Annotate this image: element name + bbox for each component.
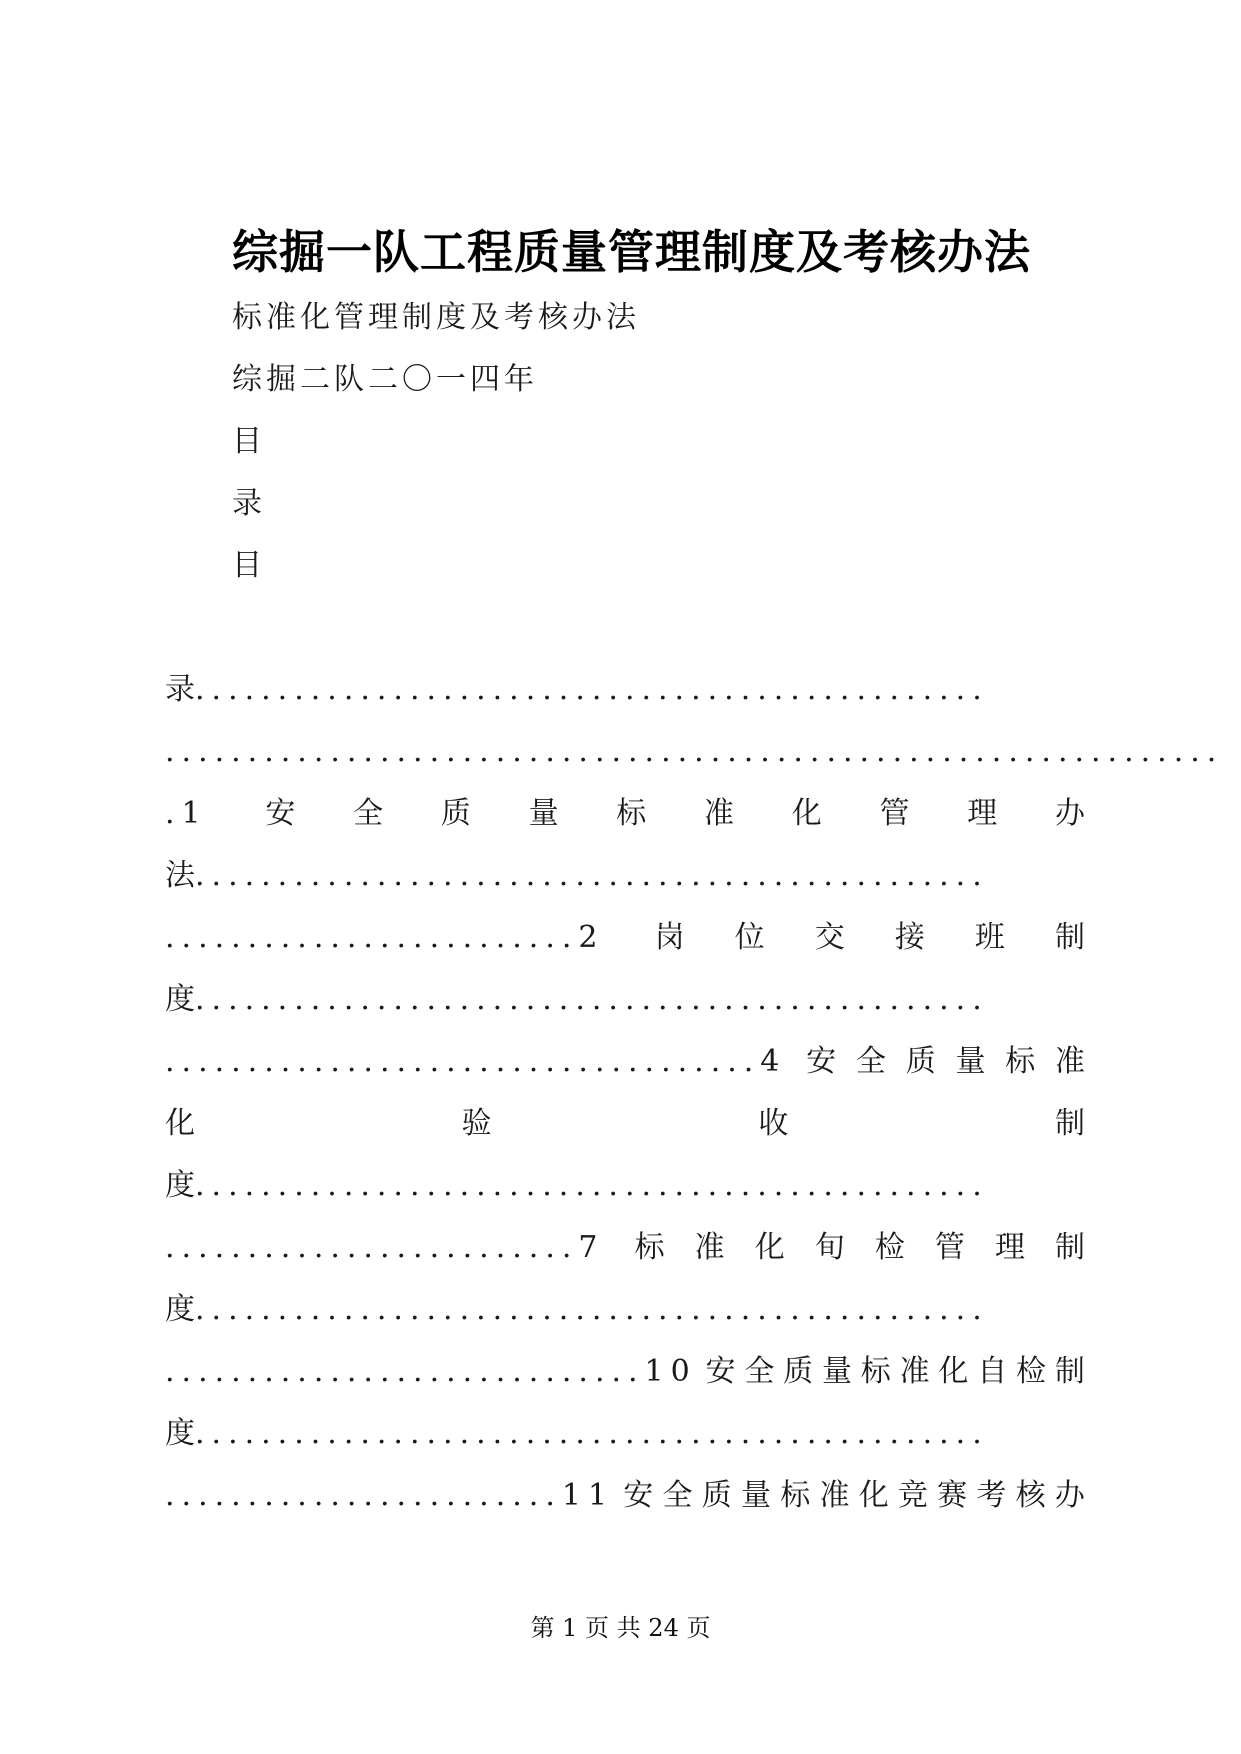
toc-line-segment: 化 (938, 1354, 969, 1389)
toc-line-segment: 量 (821, 1354, 852, 1389)
toc-line-segment: ....................................4 (165, 1044, 787, 1079)
toc-line (165, 1104, 1085, 1144)
toc-line (165, 1042, 1085, 1082)
toc-leader-dots: ................................................ (195, 982, 989, 1017)
toc-line-label: 录 (165, 672, 195, 707)
toc-line (165, 732, 1224, 772)
toc-line (165, 1290, 1085, 1330)
toc-line-segment: 交 (814, 920, 845, 955)
toc-line (165, 918, 1085, 958)
toc-line-segment: .........................7 (165, 1230, 605, 1265)
toc-line-segment: 标 (1005, 1044, 1036, 1079)
toc-line-segment: 全 (855, 1044, 886, 1079)
toc-line-segment: 考 (976, 1478, 1007, 1513)
toc-line-segment: 准 (694, 1230, 725, 1265)
toc-line-label: 度 (165, 1168, 195, 1203)
toc-line-segment: .........................2 (165, 920, 605, 955)
toc-heading-char: 录 (232, 486, 266, 521)
toc-line-segment: 安 (705, 1354, 736, 1389)
toc-line-segment: 赛 (937, 1478, 968, 1513)
toc-line-segment: 全 (662, 1478, 693, 1513)
toc-line-segment: 旬 (814, 1230, 845, 1265)
toc-leader-dots: ................................................ (195, 672, 989, 707)
toc-line-segment: 量 (528, 796, 559, 831)
toc-line-segment: .1 (165, 796, 208, 831)
toc-line-segment: 验 (461, 1106, 492, 1141)
toc-line-segment: 制 (1055, 1230, 1085, 1265)
toc-line-segment: 竞 (897, 1478, 928, 1513)
toc-line-segment: 化 (754, 1230, 785, 1265)
toc-line-segment: 准 (899, 1354, 930, 1389)
toc-line (165, 856, 1085, 896)
toc-heading-char: 目 (232, 548, 266, 583)
toc-line-segment: 安 (806, 1044, 837, 1079)
toc-line-label: 度 (165, 1416, 195, 1451)
toc-line-segment: 安 (265, 796, 296, 831)
toc-line-segment: 管 (879, 796, 910, 831)
toc-line-segment: 质 (783, 1354, 814, 1389)
toc-line-label: 法 (165, 858, 195, 893)
author-year-line: 综掘二队二〇一四年 (232, 362, 538, 397)
toc-line-segment: 准 (1054, 1044, 1085, 1079)
toc-line-segment: 化 (858, 1478, 889, 1513)
toc-line (165, 1476, 1085, 1516)
toc-line-segment: 办 (1054, 1478, 1085, 1513)
toc-line-segment: 收 (758, 1106, 789, 1141)
toc-line (165, 980, 1085, 1020)
toc-line-segment: 准 (819, 1478, 850, 1513)
toc-leader-dots: ................................................................ (165, 734, 1224, 769)
document-title: 综掘一队工程质量管理制度及考核办法 (232, 225, 1031, 279)
toc-line-segment: 制 (1054, 1106, 1085, 1141)
toc-line-segment: 质 (440, 796, 471, 831)
toc-line-segment: 化 (165, 1106, 195, 1141)
toc-line (165, 1166, 1085, 1206)
toc-line-segment: 质 (905, 1044, 936, 1079)
subtitle-line: 标准化管理制度及考核办法 (232, 300, 640, 335)
toc-line-segment: 检 (874, 1230, 905, 1265)
toc-line-segment: 标 (616, 796, 647, 831)
toc-line-segment: 制 (1054, 920, 1085, 955)
toc-line-segment: .............................10 (165, 1354, 697, 1389)
toc-line (165, 794, 1085, 834)
toc-line-segment: 安 (623, 1478, 654, 1513)
toc-line-segment: 接 (894, 920, 925, 955)
toc-leader-dots: ................................................ (195, 1292, 989, 1327)
toc-line-segment: 检 (1016, 1354, 1047, 1389)
toc-line-segment: 化 (791, 796, 822, 831)
toc-line-segment: 标 (860, 1354, 891, 1389)
toc-line-segment: 管 (934, 1230, 965, 1265)
toc-line-segment: 质 (701, 1478, 732, 1513)
toc-line-segment: 核 (1015, 1478, 1046, 1513)
toc-line-segment: 量 (955, 1044, 986, 1079)
toc-line-segment: 位 (734, 920, 765, 955)
toc-line (165, 1352, 1085, 1392)
toc-line-segment: 全 (353, 796, 384, 831)
toc-line-segment: 班 (974, 920, 1005, 955)
toc-line (165, 1414, 1085, 1454)
toc-line-segment: 理 (994, 1230, 1025, 1265)
toc-line-segment: 办 (1054, 796, 1085, 831)
toc-line (165, 1228, 1085, 1268)
toc-heading-char: 目 (232, 424, 266, 459)
toc-line-segment: 自 (977, 1354, 1008, 1389)
toc-line-segment: 标 (780, 1478, 811, 1513)
page-footer: 第 1 页 共 24 页 (530, 1614, 711, 1642)
toc-line-label: 度 (165, 982, 195, 1017)
toc-line-segment: 量 (740, 1478, 771, 1513)
toc-line-label: 度 (165, 1292, 195, 1327)
toc-line-segment: 理 (967, 796, 998, 831)
toc-leader-dots: ................................................ (195, 1168, 989, 1203)
toc-line-segment: ........................11 (165, 1478, 615, 1513)
toc-leader-dots: ................................................ (195, 858, 989, 893)
toc-line-segment: 标 (634, 1230, 665, 1265)
toc-line-segment: 岗 (654, 920, 685, 955)
toc-line-segment: 准 (704, 796, 735, 831)
toc-line-segment: 制 (1054, 1354, 1085, 1389)
toc-line (165, 670, 1085, 710)
toc-line-segment: 全 (744, 1354, 775, 1389)
toc-leader-dots: ................................................ (195, 1416, 989, 1451)
